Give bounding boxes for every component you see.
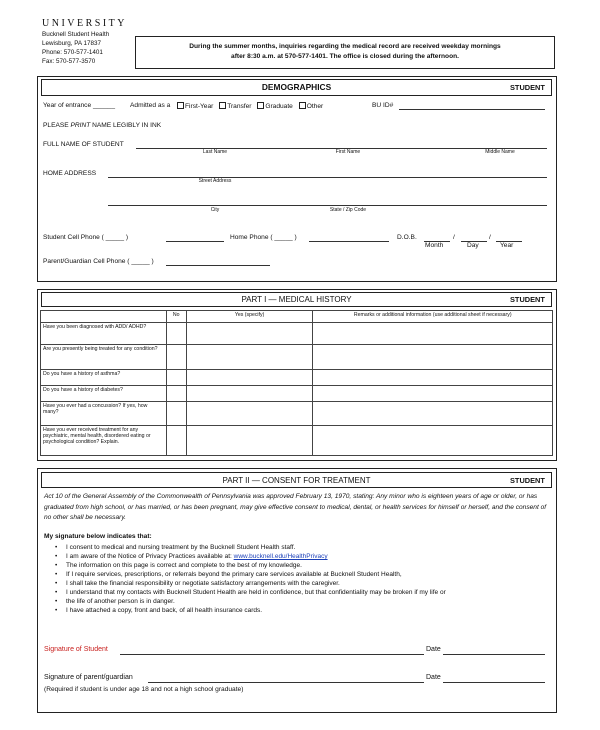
graduate-label: Graduate: [265, 103, 293, 110]
city-state-field[interactable]: [108, 205, 547, 206]
list-item: • I have attached a copy, front and back, of all health insurance cards.: [44, 606, 554, 615]
yes-cell[interactable]: [186, 370, 313, 386]
university-logo: UNIVERSITY: [42, 18, 127, 29]
remarks-cell[interactable]: [313, 345, 553, 370]
list-item: • I consent to medical and nursing treatment by the Bucknell Student Health staff.: [44, 543, 554, 552]
bu-id-field[interactable]: [399, 109, 545, 110]
student-date-label: Date: [426, 646, 441, 653]
signature-indicates: My signature below indicates that:: [44, 533, 152, 540]
question-cell: Have you ever received treatment for any psychiatric, mental health, disordered eating or psychological condition? Explain.: [41, 426, 167, 456]
student-cell-label: Student Cell Phone ( _____ ): [43, 234, 129, 241]
print-instruction-b: PRINT: [70, 122, 91, 129]
org-city: Lewisburg, PA 17837: [42, 40, 102, 47]
dob-month-caption: Month: [425, 242, 444, 249]
bu-id-label: BU ID#: [372, 102, 394, 109]
remarks-header: Remarks or additional information (use additional sheet if necessary): [313, 311, 553, 323]
consent-title: PART II — CONSENT FOR TREATMENT: [222, 476, 371, 485]
remarks-cell[interactable]: [313, 386, 553, 402]
home-address-label: HOME ADDRESS: [43, 170, 97, 177]
question-header: [41, 311, 167, 323]
demographics-student-tag: STUDENT: [510, 83, 545, 92]
required-note: (Required if student is under age 18 and not a high school graduate): [44, 686, 244, 693]
print-instruction-a: PLEASE: [43, 122, 71, 129]
middle-name-caption: Middle Name: [485, 149, 515, 155]
table-row: [41, 370, 553, 386]
medical-title: PART I — MEDICAL HISTORY: [241, 295, 352, 304]
remarks-cell[interactable]: [313, 402, 553, 426]
yes-header: Yes (specify): [186, 311, 313, 323]
student-cell-field[interactable]: [166, 241, 224, 242]
no-cell[interactable]: [166, 370, 186, 386]
no-cell[interactable]: [166, 386, 186, 402]
no-cell[interactable]: [166, 402, 186, 426]
medical-history-table: [40, 310, 553, 456]
table-row: [41, 323, 553, 345]
dob-slash-2: /: [489, 234, 491, 241]
last-name-caption: Last Name: [202, 149, 228, 155]
first-year-checkbox[interactable]: [177, 102, 184, 109]
yes-cell[interactable]: [186, 386, 313, 402]
question-cell: Do you have a history of asthma?: [41, 370, 167, 386]
city-caption: City: [210, 207, 220, 213]
guardian-date-field[interactable]: [443, 682, 545, 683]
student-signature-field[interactable]: [120, 654, 424, 655]
no-cell[interactable]: [166, 345, 186, 370]
question-cell: Are you presently being treated for any condition?: [41, 345, 167, 370]
org-phone: Phone: 570-577-1401: [42, 49, 103, 56]
privacy-text: I am aware of the Notice of Privacy Practices available at:: [66, 553, 234, 560]
street-address-caption: Street Address: [198, 178, 232, 184]
medical-student-tag: STUDENT: [510, 295, 545, 304]
first-year-label: First-Year: [185, 103, 214, 110]
street-address-field[interactable]: [108, 177, 547, 178]
home-phone-field[interactable]: [309, 241, 389, 242]
guardian-signature-field[interactable]: [148, 682, 424, 683]
guardian-date-label: Date: [426, 674, 441, 681]
notice-line-1: During the summer months, inquiries regarding the medical record are received weekday mornings: [189, 43, 501, 50]
yes-cell[interactable]: [186, 345, 313, 370]
home-phone-label: Home Phone ( _____ ): [230, 234, 297, 241]
year-of-entrance[interactable]: Year of entrance ______: [43, 102, 115, 109]
first-name-caption: First Name: [335, 149, 361, 155]
no-cell[interactable]: [166, 426, 186, 456]
list-item: • The information on this page is correct and complete to the best of my knowledge.: [44, 561, 554, 570]
table-row: [41, 426, 553, 456]
dob-slash-1: /: [453, 234, 455, 241]
full-name-label: FULL NAME OF STUDENT: [43, 141, 124, 148]
demographics-title: DEMOGRAPHICS: [261, 82, 332, 92]
org-fax: Fax: 570-577-3570: [42, 58, 96, 65]
yes-cell[interactable]: [186, 426, 313, 456]
list-item: • the life of another person is in danger.: [44, 597, 554, 606]
privacy-link[interactable]: www.bucknell.edu/HealthPrivacy: [233, 553, 328, 560]
list-item: • I shall take the financial responsibility or negotiate satisfactory arrangements with the caregiver.: [44, 579, 554, 588]
no-header: No: [166, 311, 186, 323]
dob-year-caption: Year: [500, 242, 514, 249]
question-cell: Have you ever had a concussion? If yes, how many?: [41, 402, 167, 426]
graduate-checkbox[interactable]: [257, 102, 264, 109]
student-signature-label: Signature of Student: [44, 646, 108, 653]
guardian-signature-label: Signature of parent/guardian: [44, 674, 133, 681]
list-item: [44, 552, 554, 561]
remarks-cell[interactable]: [313, 426, 553, 456]
table-row: [41, 345, 553, 370]
notice-line-2: after 8:30 a.m. at 570-577-1401. The office is closed during the afternoon.: [231, 53, 459, 60]
consent-list: [44, 543, 554, 615]
admitted-as-label: Admitted as a: [130, 102, 171, 109]
other-checkbox[interactable]: [299, 102, 306, 109]
guardian-cell-label: Parent/Guardian Cell Phone ( _____ ): [43, 258, 154, 265]
dob-label: D.O.B.: [397, 234, 417, 241]
table-row: [41, 402, 553, 426]
remarks-cell[interactable]: [313, 323, 553, 345]
admitted-options: [177, 102, 323, 110]
print-instruction: [43, 122, 161, 129]
remarks-cell[interactable]: [313, 370, 553, 386]
list-item: • I understand that my contacts with Bucknell Student Health are held in confidence, but that confidentiality may be broken if my life or: [44, 588, 554, 597]
table-row: [41, 386, 553, 402]
student-date-field[interactable]: [443, 654, 545, 655]
other-label: Other: [306, 103, 324, 110]
state-zip-caption: State / Zip Code: [329, 207, 367, 213]
transfer-label: Transfer: [227, 103, 252, 110]
print-instruction-c: NAME LEGIBLY IN INK: [90, 122, 162, 129]
dob-day-caption: Day: [467, 242, 479, 249]
org-name: Bucknell Student Health: [42, 31, 110, 38]
list-item: • If I require services, prescriptions, or referrals beyond the primary care services available at Bucknell Student Health,: [44, 570, 554, 579]
question-cell: Do you have a history of diabetes?: [41, 386, 167, 402]
guardian-cell-field[interactable]: [166, 265, 270, 266]
yes-cell[interactable]: [186, 402, 313, 426]
question-cell: Have you been diagnosed with ADD/ ADHD?: [41, 323, 167, 345]
act-10-text: Act 10 of the General Assembly of the Commonwealth of Pennsylvania was approved February 13, 1970, stating: Any minor who is eighteen years of age or older, or has graduated from high school, or has married, or has been pregnant, may give effective consent to medical, dental, or health services for himself or herself, and the consent of no other shall be necessary.: [44, 493, 547, 521]
consent-student-tag: STUDENT: [510, 476, 545, 485]
yes-cell[interactable]: [186, 323, 313, 345]
transfer-checkbox[interactable]: [219, 102, 226, 109]
no-cell[interactable]: [166, 323, 186, 345]
